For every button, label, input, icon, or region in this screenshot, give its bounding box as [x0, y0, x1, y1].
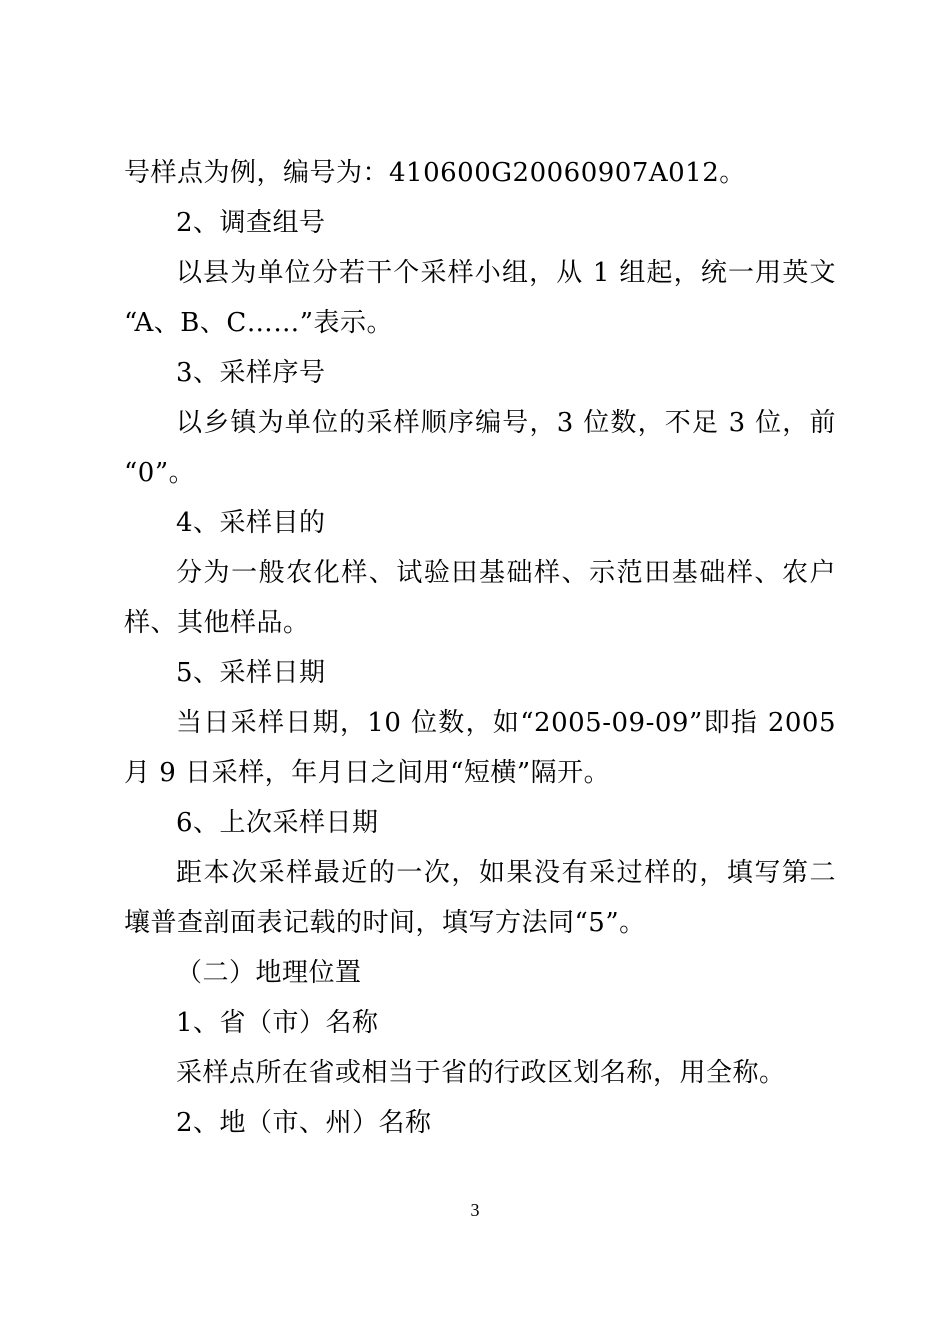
- section-heading: 5、采样日期: [176, 658, 326, 688]
- paragraph-line: 样、其他样品。: [124, 608, 310, 638]
- paragraph-line: “A、B、C……”表示。: [124, 308, 394, 338]
- section-heading: 1、省（市）名称: [176, 1008, 379, 1038]
- paragraph-line: 壤普查剖面表记载的时间，填写方法同“5”。: [124, 908, 646, 938]
- section-heading: 6、上次采样日期: [176, 808, 379, 838]
- section-heading: 4、采样目的: [176, 508, 326, 538]
- paragraph-line: 号样点为例，编号为：410600G20060907A012。: [124, 158, 746, 188]
- paragraph-line: 距本次采样最近的一次，如果没有采过样的，填写第二: [176, 858, 836, 888]
- document-body: [124, 148, 836, 1148]
- paragraph-line: “0”。: [124, 458, 196, 488]
- paragraph-line: 分为一般农化样、试验田基础样、示范田基础样、农户: [176, 558, 836, 588]
- section-heading: 2、调查组号: [176, 208, 326, 238]
- section-heading: 2、地（市、州）名称: [176, 1108, 432, 1138]
- paragraph-line: 月 9 日采样，年月日之间用“短横”隔开。: [124, 758, 611, 788]
- paragraph-line: 当日采样日期，10 位数，如“2005-09-09”即指 2005: [176, 708, 836, 738]
- paragraph-line: 采样点所在省或相当于省的行政区划名称，用全称。: [176, 1058, 786, 1088]
- section-heading: 3、采样序号: [176, 358, 326, 388]
- page-number: 3: [470, 1200, 480, 1220]
- section-heading: （二）地理位置: [176, 958, 362, 988]
- paragraph-line: 以县为单位分若干个采样小组，从 1 组起，统一用英文: [176, 258, 836, 288]
- paragraph-line: 以乡镇为单位的采样顺序编号，3 位数，不足 3 位，前: [176, 408, 836, 438]
